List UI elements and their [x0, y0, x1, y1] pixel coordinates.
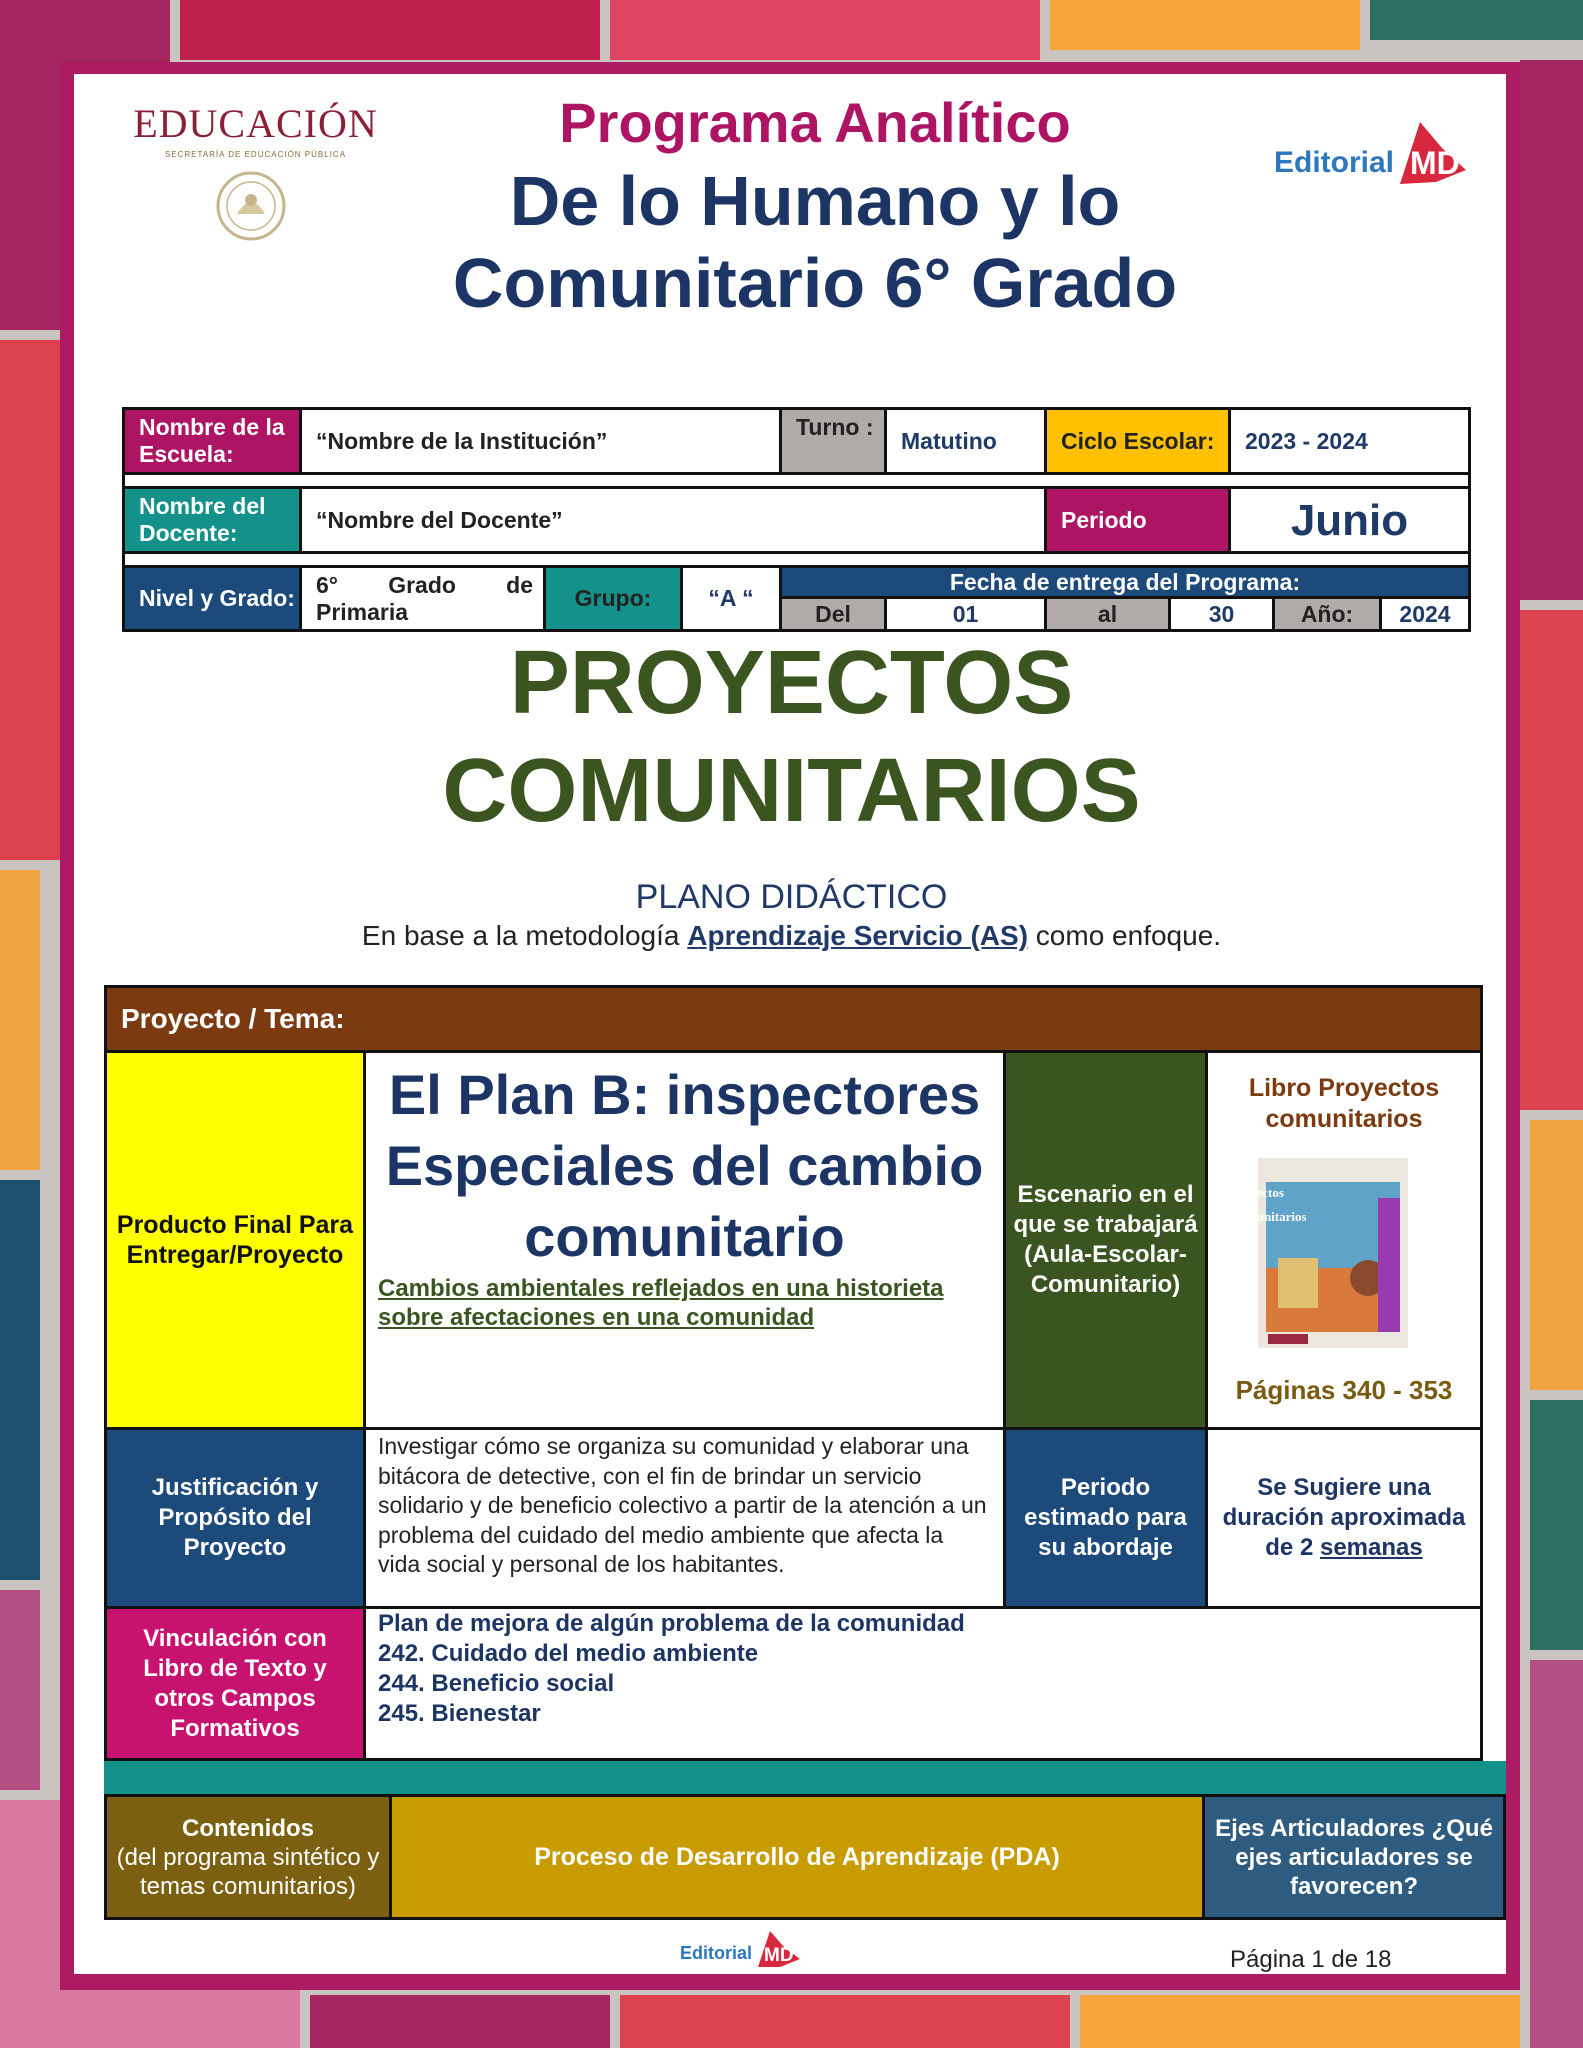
background-tile	[0, 1180, 40, 1580]
textbook-pages: Páginas 340 - 353	[1235, 1375, 1453, 1405]
methodology-prefix: En base a la metodología	[361, 920, 688, 951]
pda-title: Proceso de Desarrollo de Aprendizaje (PDA)	[534, 1842, 1060, 1871]
linkage-item: Plan de mejora de algún problema de la comunidad	[378, 1610, 965, 1637]
axes-header-cell	[1202, 1794, 1506, 1920]
plano-heading: PLANO DIDÁCTICO	[635, 878, 948, 916]
svg-text:MD: MD	[1410, 145, 1460, 181]
contents-subtitle: (del programa sintético y temas comunitarios)	[116, 1843, 380, 1900]
teacher-label: Nombre del Docente:	[122, 486, 302, 554]
project-theme-label: Proyecto / Tema:	[121, 1003, 345, 1034]
background-tile	[1050, 0, 1360, 50]
background-tile	[180, 0, 600, 60]
axes-title: Ejes Articuladores ¿Qué ejes articuladores se favorecen?	[1215, 1814, 1493, 1900]
estimated-period-label: Periodo estimado para su abordaje	[1024, 1474, 1187, 1561]
section-heading-line1: PROYECTOS	[509, 633, 1074, 733]
background-tile	[1530, 1120, 1583, 1390]
period-label-cell	[1003, 1427, 1208, 1609]
to-value: 30	[1168, 596, 1275, 632]
school-value: “Nombre de la Institución”	[299, 407, 782, 475]
contents-header-cell	[104, 1794, 392, 1920]
shift-label: Turno :	[779, 407, 887, 475]
to-label: al	[1044, 596, 1171, 632]
group-label: Grupo:	[543, 565, 683, 632]
shift-value: Matutino	[884, 407, 1047, 475]
year-value: 2024	[1379, 596, 1471, 632]
linkage-item: 245. Bienestar	[378, 1700, 541, 1727]
document-subtitle	[400, 160, 1230, 324]
year-label: Año:	[1272, 596, 1382, 632]
document-title: Programa Analítico	[559, 91, 1071, 154]
background-tile	[1370, 0, 1583, 40]
svg-text:MD: MD	[764, 1945, 794, 1966]
scenario-label-cell	[1003, 1050, 1208, 1430]
svg-text:Editorial: Editorial	[1274, 146, 1395, 179]
linkage-label-cell	[104, 1606, 366, 1761]
footer-editorial-md-logo	[678, 1925, 802, 1971]
background-tile	[1530, 1660, 1583, 2048]
background-tile	[1080, 1995, 1520, 2048]
background-tile	[0, 1590, 40, 1790]
scenario-label: Escenario en el que se trabajará (Aula-Escolar-Comunitario)	[1013, 1181, 1198, 1298]
justification-label-cell	[104, 1427, 366, 1609]
from-value: 01	[884, 596, 1047, 632]
final-product-label-cell	[104, 1050, 366, 1430]
background-tile	[310, 1995, 610, 2048]
project-subtitle: Cambios ambientales reflejados en una historieta sobre afectaciones en una comunidad	[378, 1275, 944, 1331]
teal-separator	[104, 1761, 1506, 1797]
grade-value: 6° Grado de Primaria	[299, 565, 546, 632]
pda-header-cell	[389, 1794, 1205, 1920]
project-title: El Plan B: inspectores Especiales del cambio comunitario	[385, 1063, 984, 1268]
duration-cell	[1205, 1427, 1483, 1609]
project-theme-header	[104, 985, 1483, 1053]
background-tile	[1520, 60, 1583, 600]
background-tile	[610, 0, 1040, 60]
editorial-md-logo	[1270, 112, 1470, 192]
section-heading-line2: COMUNITARIOS	[442, 741, 1141, 841]
linkage-item: 244. Beneficio social	[378, 1670, 615, 1697]
justification-text: Investigar cómo se organiza su comunidad y elaborar una bitácora de detective, con el fin de brindar un servicio solidario y de beneficio colectivo a partir de la atención a un problema del cuidado del medio ambiente que afecta la vida social y personal de los habitantes.	[378, 1433, 987, 1578]
methodology-line	[0, 920, 1583, 952]
duration-link: semanas	[1319, 1534, 1423, 1561]
period-label: Periodo	[1044, 486, 1231, 554]
textbook-label: Libro Proyectos comunitarios	[1248, 1074, 1440, 1133]
textbook-cover-title: Proyectos Comunitarios	[1230, 1185, 1307, 1224]
group-value: “A “	[680, 565, 782, 632]
linkage-items-cell	[363, 1606, 1483, 1761]
methodology-link[interactable]: Aprendizaje Servicio (AS)	[687, 920, 1029, 951]
teacher-value: “Nombre del Docente”	[299, 486, 1047, 554]
page-number: Página 1 de 18	[1230, 1946, 1392, 1973]
svg-text:Editorial: Editorial	[680, 1943, 753, 1963]
document-subtitle-line1: De lo Humano y lo	[509, 162, 1121, 240]
background-tile	[620, 1995, 1070, 2048]
linkage-item: 242. Cuidado del medio ambiente	[378, 1640, 759, 1667]
final-product-label: Producto Final Para Entregar/Proyecto	[116, 1211, 354, 1269]
project-title-cell	[363, 1050, 1006, 1430]
national-seal-icon	[215, 170, 287, 242]
cycle-value: 2023 - 2024	[1228, 407, 1471, 475]
delivery-label: Fecha de entrega del Programa:	[779, 565, 1471, 599]
school-label: Nombre de la Escuela:	[122, 407, 302, 475]
justification-text-cell	[363, 1427, 1006, 1609]
period-value: Junio	[1228, 486, 1471, 554]
duration-text: Se Sugiere una duración aproximada de 2	[1222, 1474, 1466, 1561]
background-tile	[1530, 1400, 1583, 1650]
justification-label: Justificación y Propósito del Proyecto	[151, 1474, 319, 1561]
methodology-suffix: como enfoque.	[1028, 920, 1222, 951]
sep-logo-subtitle: SECRETARÍA DE EDUCACIÓN PÚBLICA	[164, 150, 347, 159]
cycle-label: Ciclo Escolar:	[1044, 407, 1231, 475]
grade-label: Nivel y Grado:	[122, 565, 302, 632]
document-subtitle-line2: Comunitario 6° Grado	[452, 244, 1178, 322]
linkage-label: Vinculación con Libro de Texto y otros Campos Formativos	[143, 1624, 327, 1742]
from-label: Del	[779, 596, 887, 632]
textbook-cell	[1205, 1050, 1483, 1430]
sep-logo-text: EDUCACIÓN	[133, 101, 378, 146]
contents-title: Contenidos	[182, 1814, 314, 1842]
